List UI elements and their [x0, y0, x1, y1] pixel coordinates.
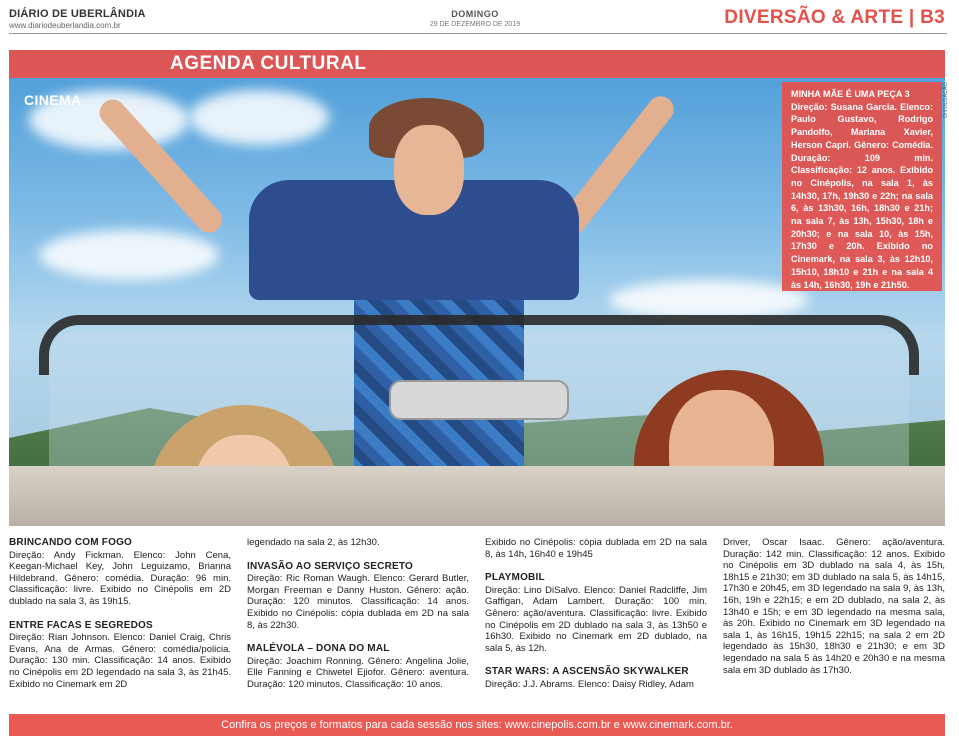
movie-title: PLAYMOBIL — [485, 572, 545, 584]
header-rule — [9, 33, 947, 34]
cloud — [609, 280, 809, 320]
movie-title: ENTRE FACAS E SEGREDOS — [9, 619, 153, 631]
car-seats — [9, 466, 945, 526]
movie-details: Exibido no Cinépolis: cópia dublada em 2D na sala 8, às 14h, 16h40 e 19h45 — [485, 537, 707, 560]
footer-note: Confira os preços e formatos para cada sessão nos sites: www.cinepolis.com.br e www.cinemark.com.br. — [9, 714, 945, 736]
issue-day: DOMINGO — [451, 9, 499, 19]
listing-column — [485, 537, 707, 691]
rear-view-mirror — [389, 380, 569, 420]
featured-movie-text: Direção: Susana Garcia. Elenco: Paulo Gustavo, Rodrigo Pandolfo, Mariana Xavier, Herson Capri. Gênero: Comédia. Duração: 109 min. Classificação: 12 anos. Exibido no Cinépolis, na sala 1, às 14h30, 17h, 19h30 e 22h; na sala 6, às 13h30, 16h, 18h30 e 21h; na sala 7, às 13h, 15h30, 18h e 20h30; e na sala 10, às 15h, 17h30 e 20h. Exibido no Cinemark, na sala 3, às 12h10, 15h10, 18h10 e 21h e na sala 4 às 14h, 16h30, 19h e 21h50. — [791, 101, 933, 290]
movie-details: Direção: Lino DiSalvo. Elenco: Daniel Radcliffe, Jim Gaffigan, Adam Lambert. Duração: 100 min. Gênero: ação/aventura. Classificação: livre. Exibido no Cinépolis em 2D dublado na sala 3, às 13h50 e 16h30. Exibido no Cinemark em 2D dublado, na sala 5, às 12h. — [485, 584, 707, 654]
photo-credit: DIVULGAÇÃO — [943, 82, 949, 118]
movie-details: Direção: Rian Johnson. Elenco: Daniel Craig, Chris Evans, Ana de Armas. Gênero: comédia/policia. Duração: 130 min. Classificação: 14 anos. Exibido no Cinépolis em 2D legendado na sala 3, às 21h45. Exibido no Cinemark em 2D — [9, 632, 231, 690]
section-heading: DIVERSÃO & ARTE | B3 — [724, 7, 945, 28]
cinema-label: CINEMA — [24, 92, 82, 108]
featured-movie-title: MINHA MÃE É UMA PEÇA 3 — [791, 89, 910, 99]
movie-details: Direção: Joachim Ronning. Gênero: Angelina Jolie, Elle Fanning e Chiwetel Ejiofor. Gênero: aventura. Duração: 120 minutos. Classificação: 10 anos. — [247, 655, 469, 690]
paper-name: DIÁRIO DE UBERLÂNDIA — [9, 8, 146, 20]
listing-column — [723, 537, 945, 676]
cloud — [189, 90, 329, 145]
featured-movie-box — [782, 82, 942, 291]
movie-details: legendado na sala 2, às 12h30. — [247, 537, 380, 548]
agenda-title: AGENDA CULTURAL — [170, 53, 367, 74]
cloud — [39, 230, 219, 280]
movie-details: Direção: Andy Fickman. Elenco: John Cena, Keegan-Michael Key, John Leguizamo, Brianna Hildebrand. Gênero: comédia. Duração: 96 min. Classificação: livre. Exibido no Cinépolis em 2D dublado na sala 3, às 19h15. — [9, 549, 231, 607]
movie-details: Direção: J.J. Abrams. Elenco: Daisy Ridley, Adam — [485, 678, 694, 690]
movie-title: INVASÃO AO SERVIÇO SECRETO — [247, 560, 413, 572]
movie-listings — [9, 537, 945, 697]
issue-full-date: 29 DE DEZEMBRO DE 2019 — [429, 21, 521, 28]
car-windshield-frame — [39, 315, 919, 375]
woman-standing-face — [394, 125, 464, 215]
movie-details: Direção: Ric Roman Waugh. Elenco: Gerard Butler, Morgan Freeman e Danny Huston. Gênero: ação. Duração: 120 minutos. Classificação: 14 anos. Exibido no Cinépolis: cópia dublada em 2D na sala 8, às 22h30. — [247, 573, 469, 631]
agenda-banner — [9, 50, 945, 78]
issue-date — [400, 9, 550, 28]
movie-details: Driver, Oscar Isaac. Gênero: ação/aventura. Duração: 142 min. Classificação: 12 anos. Exibido no Cinépolis em 3D dublado na sala 4, às 15h, 18h15 e 21h30; em 3D dublado na sala 5, às 14h15, 17h30 e 20h45, em 3D legendado na sala 9, às 13h, 16h, 19h e 22h15; e em 2D dublado, na sala 2, às 13h40 e 15h; e em 3D legendado na mesma sala, às 20h. Exibido no Cinemark em 3D legendado na sala 1, às 16h15, 19h15 22h15; na sala 2 em 2D legendado às 15h30, 18h30 e 21h30; e em 3D legendado na sala 5 às 14h20 e 20h30 e na mesma sala em 3D dublado às 17h30. — [723, 537, 945, 676]
movie-title: BRINCANDO COM FOGO — [9, 537, 133, 548]
listing-column — [9, 537, 231, 690]
listing-column — [247, 537, 469, 691]
movie-title: STAR WARS: A ASCENSÃO SKYWALKER — [485, 666, 689, 678]
movie-title: MALÉVOLA – DONA DO MAL — [247, 643, 390, 655]
masthead — [9, 8, 146, 30]
paper-site: www.diariodeuberlandia.com.br — [9, 21, 121, 30]
